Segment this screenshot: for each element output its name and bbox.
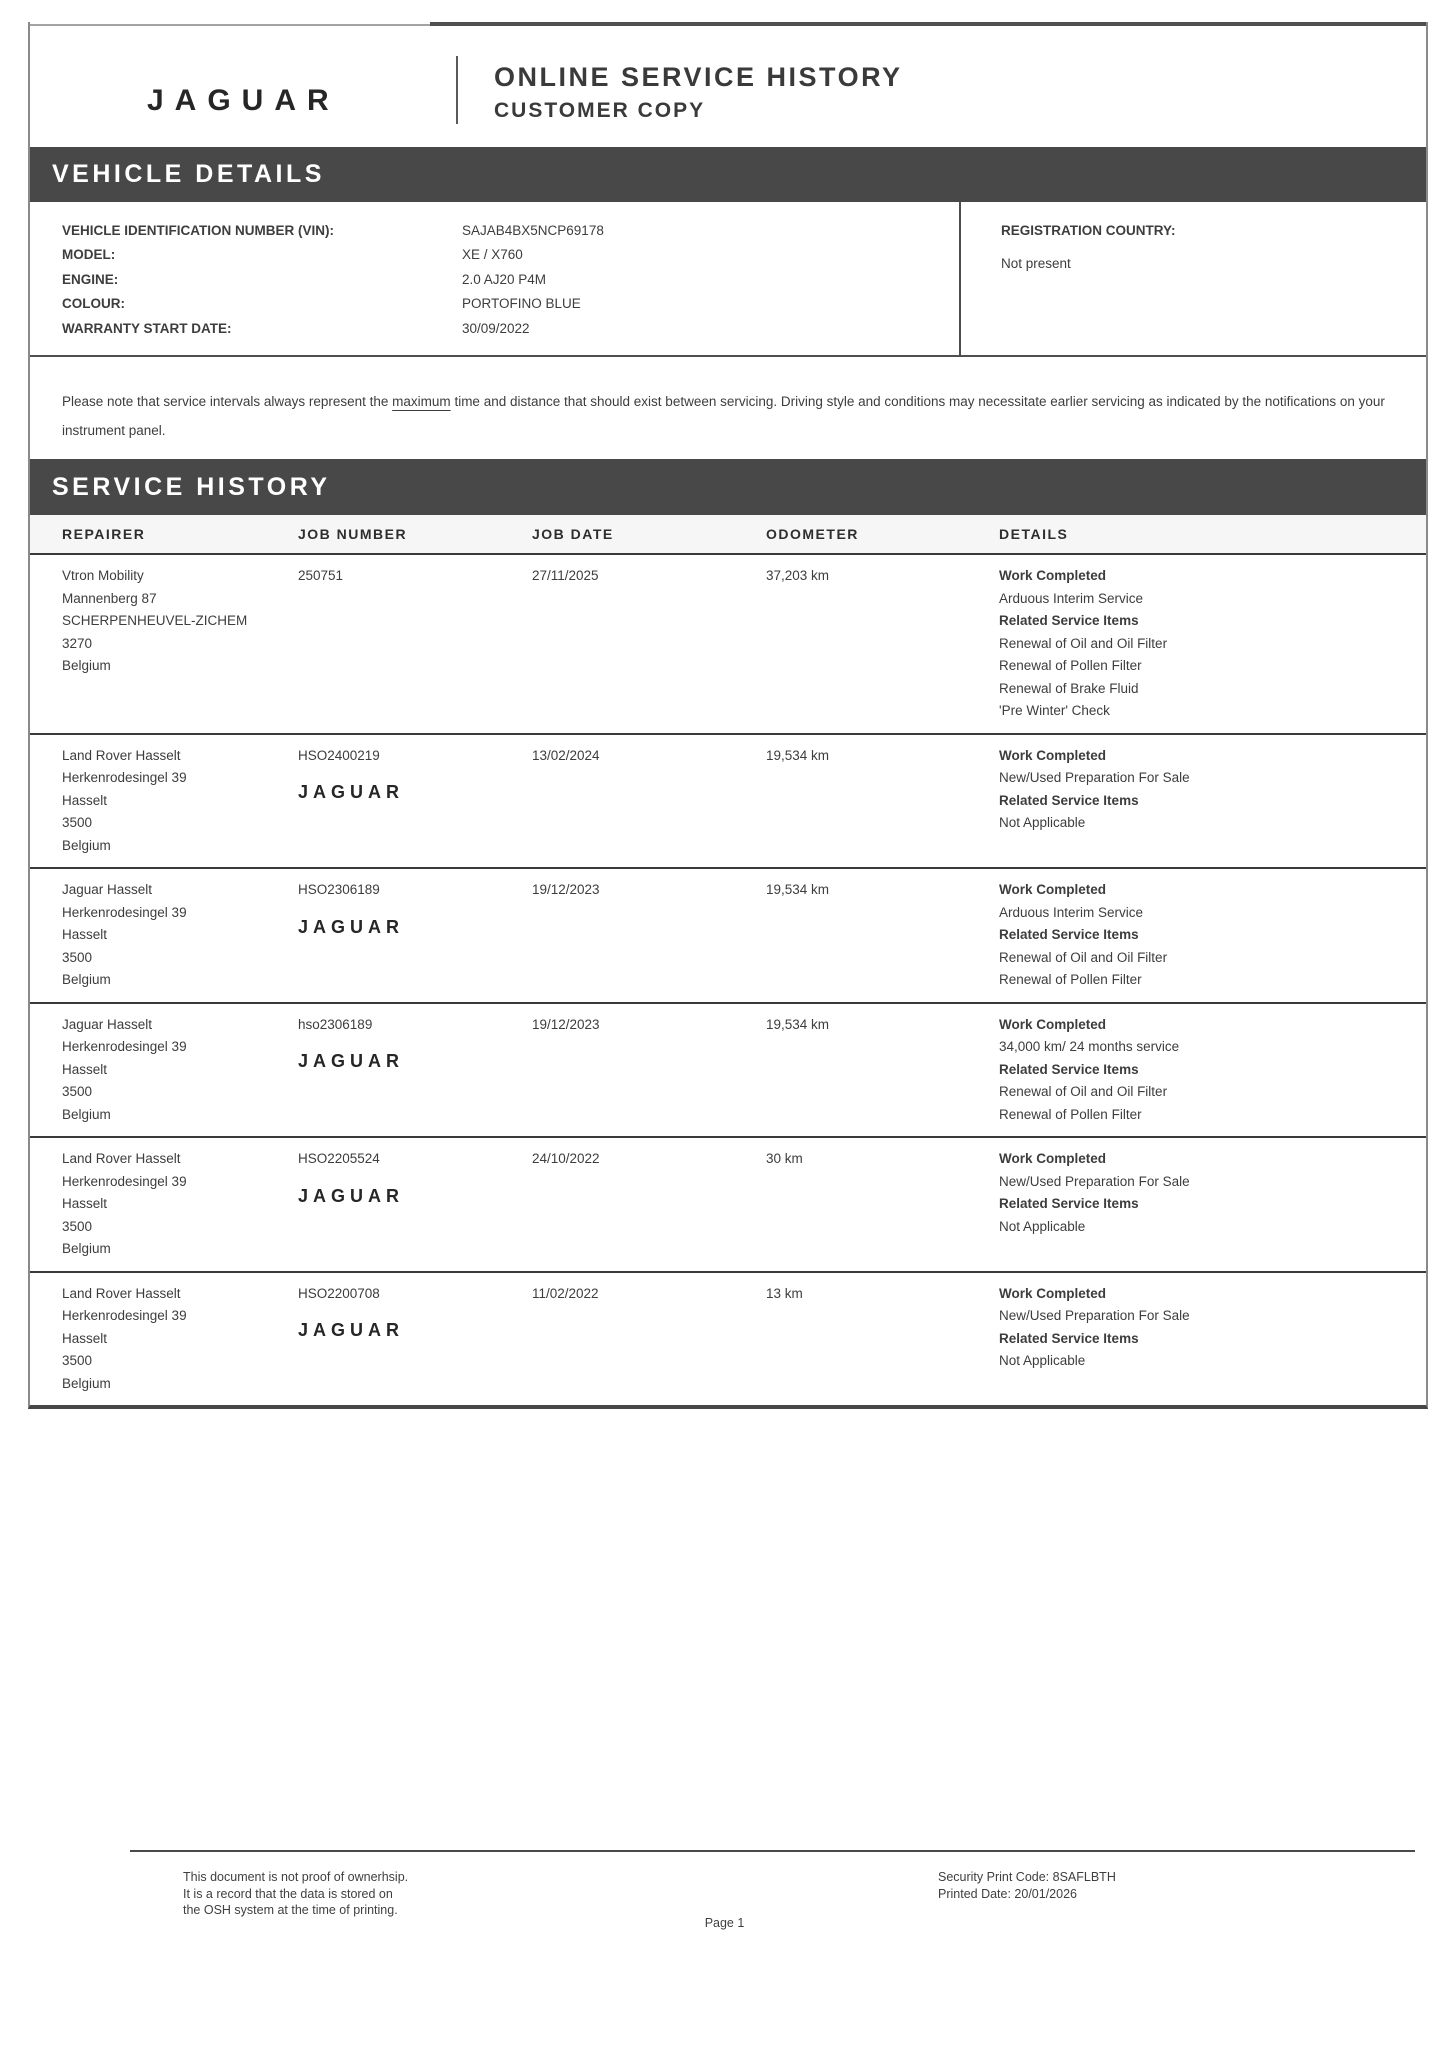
- details-line: Arduous Interim Service: [999, 590, 1144, 606]
- service-history-row: [30, 1004, 1426, 1139]
- details-line: Work Completed: [999, 882, 1107, 897]
- details-line: Arduous Interim Service: [999, 904, 1144, 920]
- details-cell: [999, 1014, 1426, 1127]
- job-number-cell: [298, 565, 532, 723]
- jaguar-logo-small: JAGUAR: [298, 916, 405, 937]
- repairer-line: Belgium: [62, 837, 111, 853]
- notice-text-after: time and distance that should exist between servicing. Driving style and conditions may necessitate earlier servicing as indicated by the notifications on your instrument panel.: [62, 394, 1385, 438]
- job-number-cell: [298, 1283, 532, 1396]
- page-number: Page 1: [704, 1916, 745, 1930]
- repairer-line: Belgium: [62, 1241, 111, 1256]
- vin-value: SAJAB4BX5NCP69178: [462, 222, 604, 238]
- repairer-line: Land Rover Hasselt: [62, 1285, 181, 1301]
- details-line: Work Completed: [999, 747, 1107, 763]
- odometer-cell: [766, 1283, 999, 1396]
- repairer-cell: [30, 745, 298, 858]
- column-header-odometer: ODOMETER: [766, 526, 859, 542]
- document-title: ONLINE SERVICE HISTORY: [494, 62, 903, 92]
- service-history-row: [30, 555, 1426, 735]
- service-history-banner: [30, 459, 1426, 515]
- footer-disclaimer: [183, 1869, 408, 1919]
- footer-disclaimer-line: This document is not proof of ownerhsip.: [183, 1870, 409, 1884]
- repairer-line: Hasselt: [62, 1196, 108, 1211]
- job-number-value: HSO2200708: [298, 1285, 380, 1301]
- details-line: Related Service Items: [999, 1061, 1139, 1077]
- details-line: Renewal of Pollen Filter: [999, 658, 1142, 673]
- job-number-value: HSO2205524: [298, 1151, 380, 1166]
- repairer-cell: [30, 1283, 298, 1396]
- service-history-rows: [30, 555, 1426, 1405]
- security-print-code: Security Print Code: 8SAFLBTH: [938, 1870, 1116, 1884]
- service-history-row: [30, 1138, 1426, 1273]
- repairer-line: Vtron Mobility: [62, 568, 144, 583]
- service-history-row: [30, 1273, 1426, 1406]
- job-number-value: HSO2306189: [298, 882, 380, 897]
- job-number-cell: [298, 879, 532, 992]
- letterhead-titles: [494, 62, 903, 123]
- details-cell: [999, 1148, 1426, 1261]
- odometer-value: 19,534 km: [766, 1016, 830, 1032]
- engine-label: ENGINE:: [62, 271, 119, 287]
- details-line: Not Applicable: [999, 815, 1086, 830]
- vin-label: VEHICLE IDENTIFICATION NUMBER (VIN):: [62, 222, 334, 238]
- details-line: Renewal of Brake Fluid: [999, 680, 1139, 696]
- repairer-line: Herkenrodesingel 39: [62, 770, 187, 785]
- jaguar-logo-small: JAGUAR: [298, 1051, 405, 1071]
- service-history-row: [30, 735, 1426, 870]
- job-number-cell: [298, 745, 532, 858]
- details-line: 34,000 km/ 24 months service: [999, 1039, 1180, 1054]
- printed-date: Printed Date: 20/01/2026: [938, 1886, 1077, 1901]
- odometer-value: 30 km: [766, 1151, 803, 1166]
- job-date-value: 27/11/2025: [532, 568, 599, 583]
- repairer-line: Belgium: [62, 658, 111, 673]
- document-subtitle: CUSTOMER COPY: [494, 99, 706, 122]
- repairer-line: 3500: [62, 1353, 93, 1368]
- repairer-line: 3500: [62, 949, 93, 965]
- details-line: Renewal of Pollen Filter: [999, 1106, 1142, 1122]
- colour-label: COLOUR:: [62, 296, 125, 312]
- registration-country-box: [959, 202, 1426, 355]
- job-number-value: HSO2400219: [298, 747, 380, 763]
- letterhead: [30, 26, 1426, 147]
- details-line: Work Completed: [999, 1151, 1107, 1166]
- job-date-cell: [532, 1148, 766, 1261]
- notice-text-underlined: maximum: [392, 394, 451, 409]
- vehicle-details-banner: [30, 147, 1426, 202]
- details-cell: [999, 879, 1426, 992]
- details-cell: [999, 745, 1426, 858]
- odometer-value: 19,534 km: [766, 882, 830, 897]
- details-line: Work Completed: [999, 1285, 1107, 1301]
- details-cell: [999, 565, 1426, 723]
- odometer-cell: [766, 565, 999, 723]
- job-date-value: 11/02/2022: [532, 1285, 599, 1301]
- job-date-value: 13/02/2024: [532, 747, 600, 763]
- warranty-start-date-label: WARRANTY START DATE:: [62, 320, 232, 336]
- column-header-details: DETAILS: [999, 526, 1069, 542]
- details-line: Renewal of Oil and Oil Filter: [999, 949, 1168, 965]
- repairer-line: 3500: [62, 1218, 93, 1234]
- odometer-cell: [766, 745, 999, 858]
- footer-print-info: [938, 1869, 1116, 1902]
- letterhead-divider: [456, 56, 458, 124]
- registration-country-label: REGISTRATION COUNTRY:: [1001, 223, 1176, 238]
- vehicle-details-fields: [30, 202, 959, 355]
- repairer-cell: [30, 879, 298, 992]
- job-date-cell: [532, 565, 766, 723]
- jaguar-logo-small: JAGUAR: [298, 1185, 405, 1206]
- service-history-row: [30, 869, 1426, 1004]
- odometer-value: 13 km: [766, 1285, 803, 1301]
- details-line: Related Service Items: [999, 792, 1139, 808]
- repairer-cell: [30, 1014, 298, 1127]
- repairer-line: Jaguar Hasselt: [62, 1016, 153, 1032]
- vehicle-detail-row: [62, 316, 959, 341]
- repairer-line: Belgium: [62, 972, 111, 987]
- repairer-line: Land Rover Hasselt: [62, 1151, 181, 1166]
- repairer-line: Herkenrodesingel 39: [62, 1173, 187, 1189]
- details-line: Not Applicable: [999, 1353, 1086, 1368]
- service-history-banner-label: SERVICE HISTORY: [52, 472, 331, 501]
- engine-value: 2.0 AJ20 P4M: [462, 271, 547, 287]
- repairer-line: 3500: [62, 815, 93, 830]
- notice-text-before: Please note that service intervals always represent the: [62, 394, 393, 409]
- job-date-cell: [532, 1283, 766, 1396]
- footer-rule: [130, 1850, 1415, 1852]
- odometer-value: 19,534 km: [766, 747, 830, 763]
- job-number-cell: [298, 1014, 532, 1127]
- job-date-cell: [532, 745, 766, 858]
- repairer-line: Herkenrodesingel 39: [62, 904, 187, 920]
- details-line: Related Service Items: [999, 1196, 1139, 1211]
- column-header-job-date: JOB DATE: [532, 526, 614, 542]
- warranty-start-date-value: 30/09/2022: [462, 320, 530, 336]
- repairer-line: Jaguar Hasselt: [62, 882, 153, 897]
- details-line: 'Pre Winter' Check: [999, 703, 1110, 718]
- repairer-line: Land Rover Hasselt: [62, 747, 181, 763]
- service-interval-notice: [30, 357, 1426, 459]
- vehicle-details-section: [30, 202, 1426, 357]
- vehicle-detail-row: [62, 243, 959, 268]
- registration-country-value: Not present: [1001, 256, 1071, 271]
- odometer-cell: [766, 879, 999, 992]
- job-date-cell: [532, 879, 766, 992]
- jaguar-logo-small: JAGUAR: [298, 782, 405, 802]
- details-line: New/Used Preparation For Sale: [999, 1173, 1190, 1189]
- details-line: Related Service Items: [999, 1330, 1139, 1346]
- repairer-line: Belgium: [62, 1375, 111, 1391]
- repairer-line: Hasselt: [62, 927, 108, 942]
- job-date-value: 19/12/2023: [532, 1016, 600, 1032]
- repairer-line: 3500: [62, 1084, 93, 1099]
- vehicle-detail-row: [62, 267, 959, 292]
- details-cell: [999, 1283, 1426, 1396]
- model-label: MODEL:: [62, 247, 116, 263]
- vehicle-detail-row: [62, 292, 959, 317]
- details-line: Work Completed: [999, 1016, 1107, 1032]
- colour-value: PORTOFINO BLUE: [462, 296, 581, 312]
- vehicle-detail-row: [62, 218, 959, 243]
- jaguar-logo-small: JAGUAR: [298, 1320, 405, 1340]
- repairer-line: Belgium: [62, 1106, 111, 1122]
- repairer-line: Hasselt: [62, 1330, 108, 1346]
- repairer-line: Hasselt: [62, 792, 108, 808]
- document: [28, 22, 1428, 1409]
- job-number-value: hso2306189: [298, 1016, 373, 1032]
- details-line: Related Service Items: [999, 613, 1139, 628]
- repairer-line: Mannenberg 87: [62, 590, 157, 606]
- job-date-value: 24/10/2022: [532, 1151, 600, 1166]
- repairer-line: Herkenrodesingel 39: [62, 1308, 187, 1323]
- repairer-line: Herkenrodesingel 39: [62, 1039, 187, 1054]
- repairer-cell: [30, 1148, 298, 1261]
- details-line: Renewal of Oil and Oil Filter: [999, 635, 1168, 651]
- jaguar-logo: JAGUAR: [147, 84, 340, 117]
- job-date-cell: [532, 1014, 766, 1127]
- details-line: New/Used Preparation For Sale: [999, 1308, 1190, 1323]
- column-header-repairer: REPAIRER: [62, 526, 146, 542]
- odometer-cell: [766, 1148, 999, 1261]
- details-line: New/Used Preparation For Sale: [999, 770, 1190, 785]
- repairer-cell: [30, 565, 298, 723]
- vehicle-details-banner-label: VEHICLE DETAILS: [52, 160, 325, 188]
- repairer-line: Hasselt: [62, 1061, 108, 1077]
- service-history-header-row: [30, 515, 1426, 555]
- details-line: Not Applicable: [999, 1218, 1086, 1234]
- job-date-value: 19/12/2023: [532, 882, 600, 897]
- model-value: XE / X760: [462, 247, 523, 263]
- details-line: Renewal of Pollen Filter: [999, 972, 1142, 987]
- repairer-line: 3270: [62, 635, 93, 651]
- odometer-cell: [766, 1014, 999, 1127]
- job-number-value: 250751: [298, 568, 344, 583]
- details-line: Renewal of Oil and Oil Filter: [999, 1084, 1168, 1099]
- details-line: Related Service Items: [999, 927, 1139, 942]
- repairer-line: SCHERPENHEUVEL-ZICHEM: [62, 613, 248, 628]
- details-line: Work Completed: [999, 568, 1107, 583]
- footer-disclaimer-line: It is a record that the data is stored on: [183, 1886, 393, 1901]
- footer-disclaimer-line: the OSH system at the time of printing.: [183, 1903, 398, 1917]
- odometer-value: 37,203 km: [766, 568, 830, 583]
- job-number-cell: [298, 1148, 532, 1261]
- column-header-job-number: JOB NUMBER: [298, 526, 408, 542]
